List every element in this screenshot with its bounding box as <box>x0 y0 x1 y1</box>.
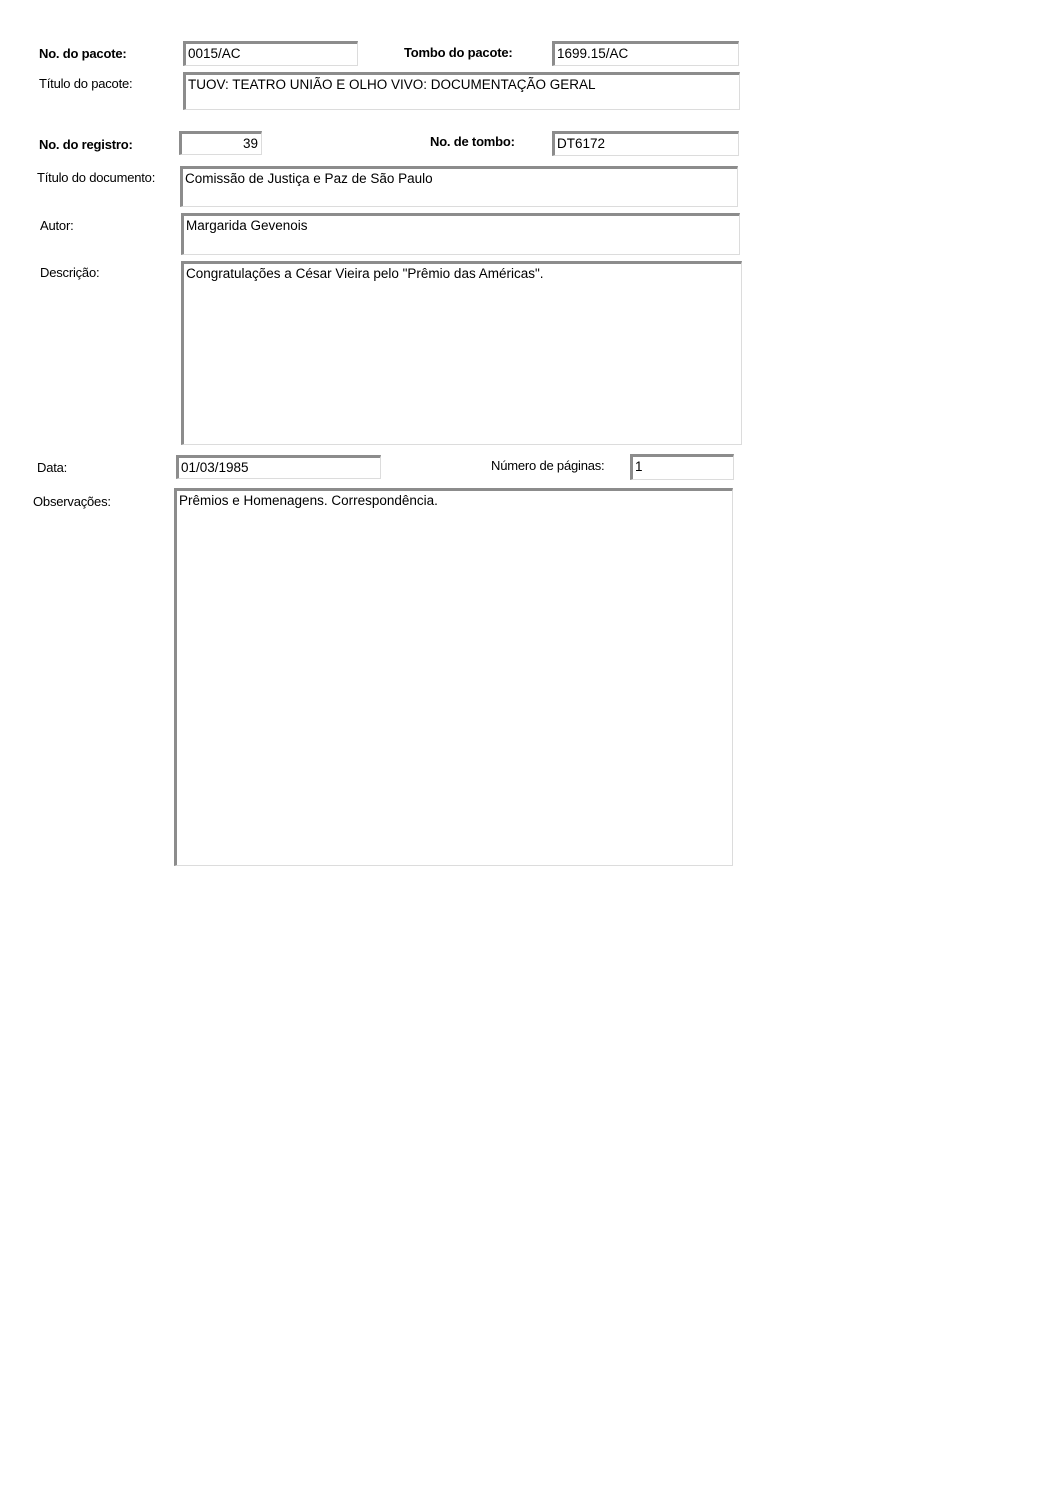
package-number-field[interactable]: 0015/AC <box>183 41 358 66</box>
package-number-label: No. do pacote: <box>39 46 127 61</box>
record-number-label: No. do registro: <box>39 137 133 152</box>
document-title-field[interactable]: Comissão de Justiça e Paz de São Paulo <box>180 166 738 207</box>
record-number-field[interactable]: 39 <box>179 131 262 155</box>
observations-label: Observações: <box>33 494 111 509</box>
author-field[interactable]: Margarida Gevenois <box>181 213 740 255</box>
page-count-field[interactable]: 1 <box>630 454 734 480</box>
package-tombo-field[interactable]: 1699.15/AC <box>552 41 739 66</box>
observations-field[interactable]: Prêmios e Homenagens. Correspondência. <box>174 488 733 866</box>
page-count-label: Número de páginas: <box>491 458 605 473</box>
document-title-label: Título do documento: <box>37 170 156 185</box>
tombo-number-field[interactable]: DT6172 <box>552 131 739 156</box>
package-tombo-label: Tombo do pacote: <box>404 45 513 60</box>
package-title-label: Título do pacote: <box>39 76 133 91</box>
date-label: Data: <box>37 460 68 475</box>
date-field[interactable]: 01/03/1985 <box>176 455 381 479</box>
package-title-field[interactable]: TUOV: TEATRO UNIÃO E OLHO VIVO: DOCUMENTAÇÃO GERAL <box>183 72 740 110</box>
tombo-number-label: No. de tombo: <box>430 134 515 149</box>
description-label: Descrição: <box>40 265 100 280</box>
description-field[interactable]: Congratulações a César Vieira pelo "Prêmio das Américas". <box>181 261 742 445</box>
author-label: Autor: <box>40 218 74 233</box>
